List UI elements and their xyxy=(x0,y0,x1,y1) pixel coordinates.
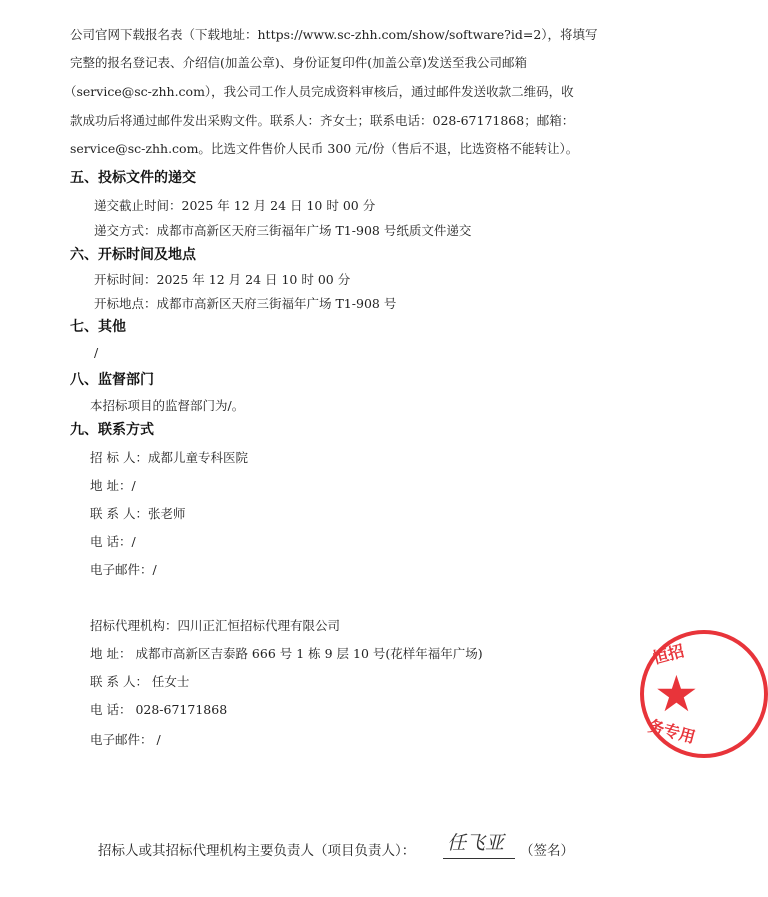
agency-line: 电 话： 028-67171868 xyxy=(90,702,228,717)
agency-line: 地 址： 成都市高新区吉泰路 666 号 1 栋 9 层 10 号(花样年福年广场) xyxy=(90,646,483,661)
intro-line: 款成功后将通过邮件发出采购文件。联系人：齐女士；联系电话：028-67171868；邮箱： xyxy=(70,113,575,128)
intro-line: （service@sc-zhh.com），我公司工作人员完成资料审核后，通过邮件发送收款二维码，收 xyxy=(64,84,574,99)
seal-text: 恒招 xyxy=(650,641,687,668)
section-heading: 七、其他 xyxy=(70,319,126,335)
contact-line: 招 标 人：成都儿童专科医院 xyxy=(90,450,248,465)
agency-line: 联 系 人： 任女士 xyxy=(90,674,190,689)
signature-label: 招标人或其招标代理机构主要负责人（项目负责人）： xyxy=(98,843,416,859)
company-seal xyxy=(640,630,768,758)
intro-line: 完整的报名登记表、介绍信(加盖公章)、身份证复印件(加盖公章)发送至我公司邮箱 xyxy=(70,55,528,70)
text-line: / xyxy=(94,345,99,360)
signature-suffix: （签名） xyxy=(520,843,574,859)
section-heading: 八、监督部门 xyxy=(70,372,154,388)
contact-line: 联 系 人：张老师 xyxy=(90,506,186,521)
intro-line: 公司官网下载报名表（下载地址：https://www.sc-zhh.com/show/software?id=2），将填写 xyxy=(70,27,598,42)
text-line: 开标时间：2025 年 12 月 24 日 10 时 00 分 xyxy=(94,272,351,287)
contact-line: 电 话：/ xyxy=(90,534,136,549)
contact-line: 电子邮件：/ xyxy=(90,562,157,577)
intro-line: service@sc-zhh.com。比选文件售价人民币 300 元/份（售后不退，比选资格不能转让）。 xyxy=(70,141,579,156)
star-icon: ★ xyxy=(654,665,699,723)
text-line: 递交截止时间：2025 年 12 月 24 日 10 时 00 分 xyxy=(94,198,376,213)
text-line: 开标地点：成都市高新区天府三街福年广场 T1-908 号 xyxy=(94,296,397,311)
handwritten-signature: 任飞亚 xyxy=(447,832,505,854)
agency-line: 电子邮件： / xyxy=(90,732,161,747)
section-heading: 五、投标文件的递交 xyxy=(70,170,196,186)
section-heading: 六、开标时间及地点 xyxy=(70,247,196,263)
section-heading: 九、联系方式 xyxy=(70,422,154,438)
text-line: 递交方式：成都市高新区天府三街福年广场 T1-908 号纸质文件递交 xyxy=(94,223,472,238)
seal-text: 务专用 xyxy=(646,716,698,747)
signature-underline xyxy=(443,858,515,859)
agency-line: 招标代理机构：四川正汇恒招标代理有限公司 xyxy=(90,618,341,633)
text-line: 本招标项目的监督部门为/。 xyxy=(90,398,245,413)
contact-line: 地 址：/ xyxy=(90,478,136,493)
